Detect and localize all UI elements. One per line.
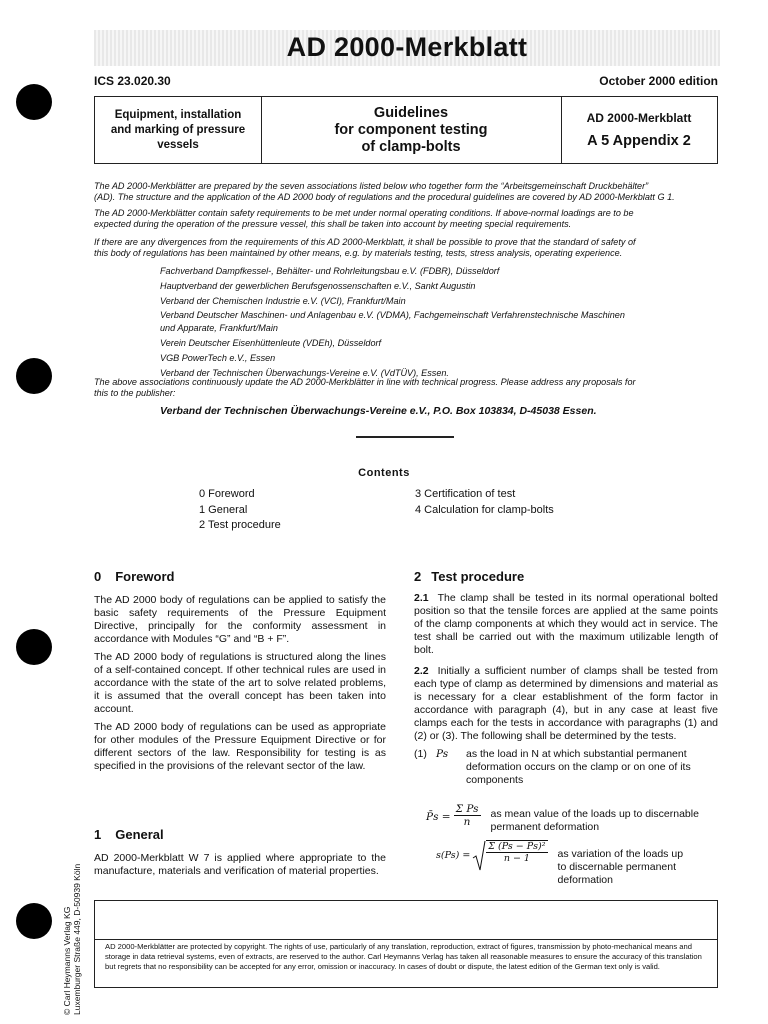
section-foreword: 0 Foreword The AD 2000 body of regulations can be applied to satisfy the basic safety requirements of the Pressure Equipment Directive, principally for the conformity assessment in accordance with Modules “G” and “B + F”. The AD 2000 body of regulations is structured along the lines of a self-contained concept. If other technical rules are used in accordance with the state of the art to solve related problems, it is assumed that the overall concept has been taken into account. The AD 2000 body of regulations can be used as appropriate for other modules of the Pressure Equipment Directive or for different sectors of the law. Responsibility for testing is as specified in the provisions of the relevant sector of the law. [94,569,386,772]
intro-paragraph-2: The AD 2000-Merkblätter contain safety requirements to be met under normal operating conditions. If above-normal loadings are to be expected during the operation of the pressure vessel, this shall be taken into account by meeting special requirements. [94,208,634,230]
copyright-box [94,900,718,988]
list-item: Verein Deutscher Eisenhüttenleute (VDEh), Düsseldorf [160,337,382,348]
toc-item: 0 Foreword [199,488,255,500]
document-title: AD 2000-Merkblatt [286,32,528,62]
header-table [94,96,718,164]
sqrt-icon [472,840,486,872]
toc-item: 1 General [199,503,248,516]
list-item: Fachverband Dampfkessel-, Behälter- und Rohrleitungsbau e.V. (FDBR), Düsseldorf [160,266,500,276]
section-heading: 0 Foreword [94,569,175,584]
title-banner [94,30,720,66]
association-list [160,265,720,379]
intro-paragraph-4: The above associations continuously update the AD 2000-Merkblätter in line with technical progress. Please address any proposals for this to the publisher: [94,377,636,399]
edition: October 2000 edition [599,74,718,88]
formula-mean: P̄s = $\frac{\text{Σ Ps}}{n}$ as mean value of the loads up to discernable permanent deformation [426,803,699,833]
formula-variation: s(Ps) = Σ (Ps − P̄s)² n − 1 as variation of the loads up to discernable permanent deformation [436,841,684,886]
header-subject: Guidelines for component testing of clamp-bolts [261,97,562,163]
list-item: Hauptverband der gewerblichen Berufsgenossenschaften e.V., Sankt Augustin [160,280,476,291]
header-category: Equipment, installation and marking of pressure vessels [95,97,262,163]
contents-title: Contents [358,467,410,479]
section-general: 1 General AD 2000-Merkblatt W 7 is applied where appropriate to the manufacture, materials and verification of material properties. [94,827,386,877]
punch-hole [16,629,52,665]
punch-hole [16,903,52,939]
section-heading: 2 Test procedure [414,569,525,584]
header-reference: AD 2000-Merkblatt A 5 Appendix 2 [586,111,692,149]
copyright-notice: AD 2000-Merkblätter are protected by copyright. The rights of use, particularly of any translation, reproduction, extract of figures, transmission by photo-mechanical means and storage in data retrieval systems, even of extracts, are reserved to the author. Carl Heymanns Verlag has taken all reasonable measures to ensure the accuracy of this translation but regrets that no responsibility can be accepted for any error, omission or inaccuracy. In cases of doubt or dispute, the latest edition of the German text only is valid. [95,939,717,987]
punch-hole [16,358,52,394]
section-heading: 1 General [94,827,164,842]
divider [356,436,454,438]
toc-item: 2 Test procedure [199,519,281,531]
list-item: VGB PowerTech e.V., Essen [160,352,276,363]
list-item: (1) Ps as the load in N at which substantial permanent deformation occurs on the clamp or on one of its components [414,748,691,786]
list-item: Verband der Chemischen Industrie e.V. (VCI), Frankfurt/Main [160,295,406,306]
publisher-address: Verband der Technischen Überwachungs-Vereine e.V., P.O. Box 103834, D-45038 Essen. [160,405,597,417]
contents-right [415,487,554,518]
list-item: Verband Deutscher Maschinen- und Anlagenbau e.V. (VDMA), Fachgemeinschaft Verfahrenstechnische Maschinen [160,310,625,321]
intro-paragraph-1: The AD 2000-Merkblätter are prepared by the seven associations listed below who together form the “Arbeitsgemeinschaft Druckbehälter” (AD). The structure and the application of the AD 2000 body of regulations and the procedural guidelines are covered by AD 2000-Merkblatt G 1. [94,181,675,203]
punch-hole [16,84,52,120]
intro-paragraph-3: If there are any divergences from the requirements of this AD 2000-Merkblatt, it shall be possible to prove that the standard of safety of this body of regulations has been maintained by other means, e.g. by materials testing, tests, stress analysis, operating experience. [94,237,636,259]
toc-item: 4 Calculation for clamp-bolts [415,503,554,516]
list-item: und Apparate, Frankfurt/Main [160,323,278,334]
publisher-side-text: © Carl Heymanns Verlag KG Luxemburger Straße 449, D-50939 Köln [62,863,82,1015]
ics-code: ICS 23.020.30 [94,74,171,88]
list-item: Verband der Technischen Überwachungs-Vereine e.V. (VdTÜV), Essen. [160,367,449,378]
toc-item: 3 Certification of test [415,488,516,500]
section-test-procedure: 2 Test procedure 2.1 The clamp shall be tested in its normal operational bolted position so that the tensile forces are applied at the same points of the clamp components at which they would act in service. The test shall be carried out with the maximum utilizable length of bolt. 2.2 Initially a sufficient number of clamps shall be tested from each type of clamp as determined by dimensions and material as is necessary for a clear establishment of the form factor in accordance with paragraph (4), but in any case at least five clamps each for the tests in accordance with paragraphs (1) and (2) or (3). The following shall be determined by the tests. (1) Ps as the load in N at which substantial permanent deformation occurs on the clamp or on one of its components [414,569,718,786]
contents-left [199,487,281,534]
